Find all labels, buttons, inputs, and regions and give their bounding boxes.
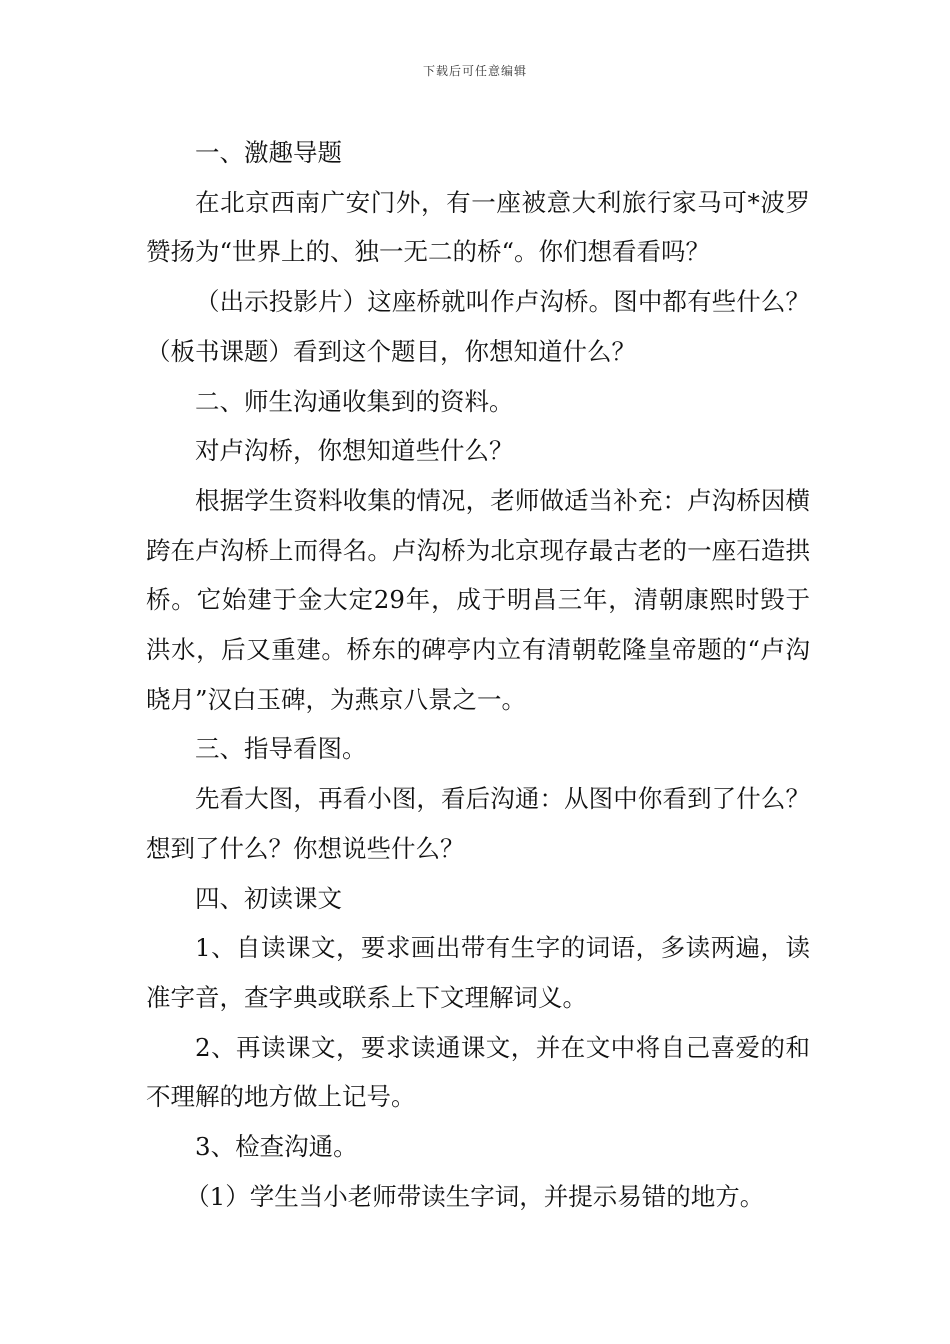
section-heading-4: 四、初读课文 [195,883,342,913]
list-item: 1、自读课文，要求画出带有生字的词语，多读两遍，读准字音，查字典或联系上下文理解词义。 [146,933,810,1012]
list-item: 2、再读课文，要求读通课文，并在文中将自己喜爱的和不理解的地方做上记号。 [146,1032,810,1112]
paragraph: 先看大图，再看小图，看后沟通：从图中你看到了什么？想到了什么？你想说些什么？ [146,784,810,863]
paragraph: （出示投影片）这座桥就叫作卢沟桥。图中都有些什么？（板书课题）看到这个题目，你想知道什么？ [146,287,810,366]
list-item: 3、检查沟通。 [195,1132,358,1162]
section-heading-1: 一、激趣导题 [195,138,342,167]
page-header: 下载后可任意编辑 [422,64,527,78]
section-heading-3: 三、指导看图。 [195,734,367,764]
document-body [146,128,810,1221]
sub-list-item: （1）学生当小老师带读生字词，并提示易错的地方。 [185,1181,765,1211]
paragraph: 对卢沟桥，你想知道些什么？ [195,436,514,466]
section-heading-2: 二、师生沟通收集到的资料。 [195,386,514,416]
paragraph: 根据学生资料收集的情况，老师做适当补充：卢沟桥因横跨在卢沟桥上而得名。卢沟桥为北京现存最古老的一座石造拱桥。它始建于金大定29年，成于明昌三年，清朝康熙时毁于洪水，后又重建。桥东的碑亭内立有清朝乾隆皇帝题的“卢沟晓月”汉白玉碑，为燕京八景之一。 [146,485,810,714]
paragraph: 在北京西南广安门外，有一座被意大利旅行家马可*波罗赞扬为“世界上的、独一无二的桥“。你们想看看吗？ [146,187,810,267]
